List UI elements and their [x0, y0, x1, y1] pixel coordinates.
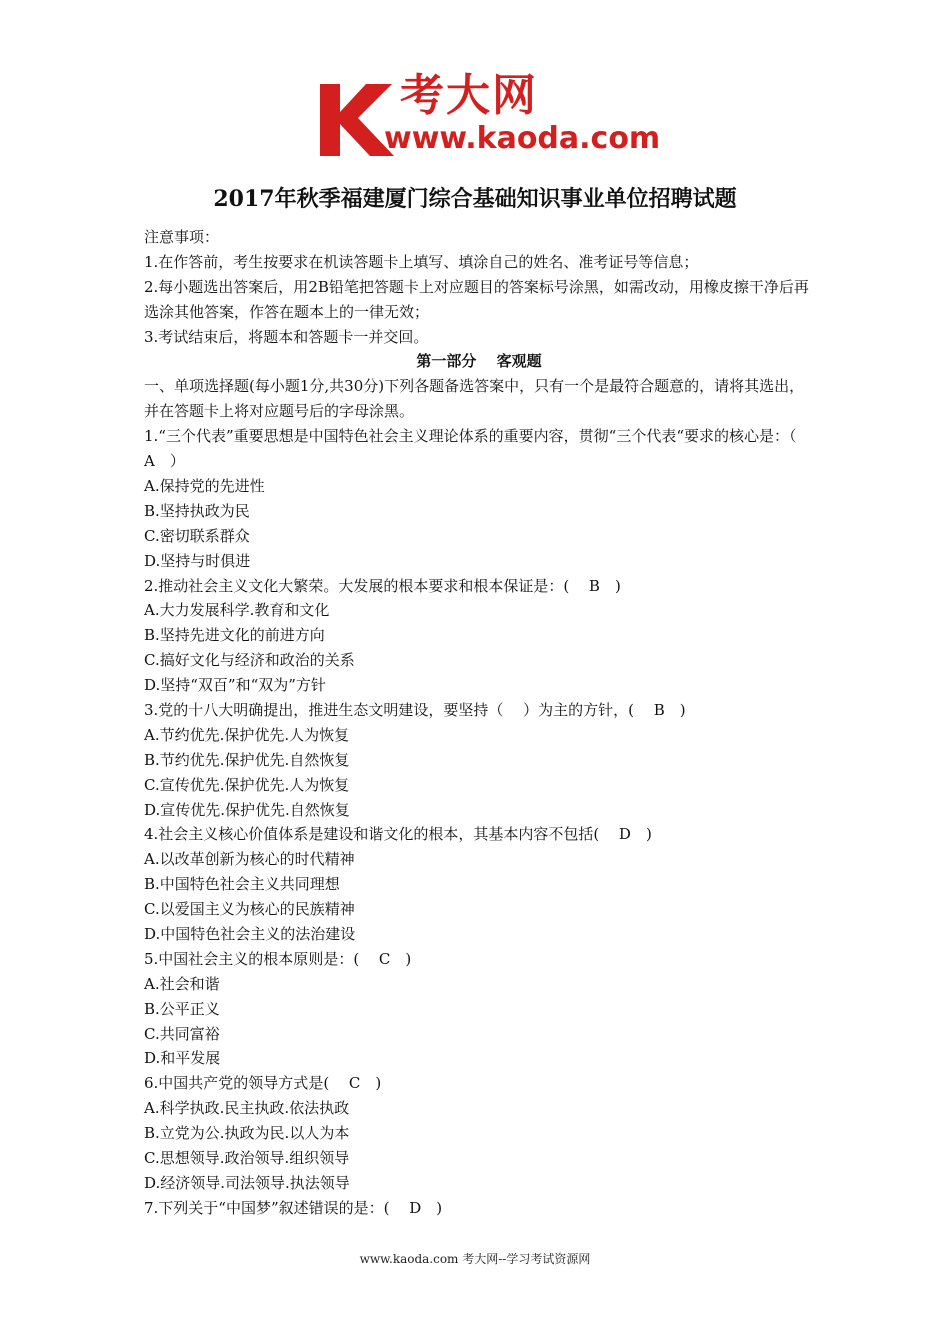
- question-stem: 6.中国共产党的领导方式是( C ): [144, 1074, 382, 1093]
- option: D.和平发展: [144, 1049, 221, 1068]
- option: D.中国特色社会主义的法治建设: [144, 925, 356, 944]
- option: A.以改革创新为核心的时代精神: [144, 850, 355, 869]
- option: D.宣传优先.保护优先.自然恢复: [144, 800, 350, 819]
- option: B.中国特色社会主义共同理想: [144, 875, 340, 894]
- question-stem: 2.推动社会主义文化大繁荣。大发展的根本要求和根本保证是：( B ): [144, 576, 621, 595]
- question-stem: 4.社会主义核心价值体系是建设和谐文化的根本，其基本内容不包括( D ): [144, 825, 652, 844]
- option: D.经济领导.司法领导.执法领导: [144, 1173, 350, 1192]
- option: D.坚持与时俱进: [144, 551, 251, 570]
- document-title: 2017年秋季福建厦门综合基础知识事业单位招聘试题: [213, 186, 737, 212]
- option: C.搞好文化与经济和政治的关系: [144, 651, 355, 670]
- option: C.思想领导.政治领导.组织领导: [144, 1149, 350, 1168]
- option: B.公平正义: [144, 999, 220, 1018]
- logo-url: www.kaoda.com: [384, 121, 661, 156]
- question-stem: 1.“三个代表”重要思想是中国特色社会主义理论体系的重要内容，贯彻“三个代表“要求的核心是：（ A ）: [144, 427, 817, 471]
- notice-item: 3.考试结束后，将题本和答题卡一并交回。: [144, 327, 429, 346]
- option: A.节约优先.保护优先.人为恢复: [144, 725, 350, 744]
- document-body: [144, 225, 817, 1221]
- instructions: 一、单项选择题(每小题1分,共30分)下列各题备选答案中，只有一个是最符合题意的，请将其选出，并在答题卡上将对应题号后的字母涂黑。: [144, 377, 805, 421]
- question-stem: 7.下列关于“中国梦”叙述错误的是：( D ): [144, 1198, 443, 1217]
- option: B.坚持执政为民: [144, 501, 250, 520]
- option: A.社会和谐: [144, 974, 220, 993]
- option: D.坚持“双百”和“双为”方针: [144, 676, 326, 695]
- page-footer: www.kaoda.com 考大网--学习考试资源网: [359, 1252, 591, 1266]
- option: C.以爱国主义为核心的民族精神: [144, 900, 355, 919]
- kaoda-logo: [318, 70, 661, 160]
- notice-heading: 注意事项：: [144, 228, 220, 246]
- option: C.宣传优先.保护优先.人为恢复: [144, 775, 350, 794]
- logo-name: 考大网: [400, 70, 538, 121]
- option: B.坚持先进文化的前进方向: [144, 626, 325, 645]
- notice-item: 2.每小题选出答案后，用2B铅笔把答题卡上对应题目的答案标号涂黑，如需改动，用橡皮擦干净后再选涂其他答案，作答在题本上的一律无效；: [144, 277, 809, 321]
- question-stem: 5.中国社会主义的根本原则是：( C ): [144, 949, 412, 968]
- option: B.立党为公.执政为民.以人为本: [144, 1124, 350, 1143]
- question-stem: 3.党的十八大明确提出，推进生态文明建设，要坚持（ ）为主的方针，( B ): [144, 701, 686, 720]
- option: A.大力发展科学.教育和文化: [144, 601, 330, 620]
- section-heading: 第一部分 客观题: [416, 352, 542, 371]
- option: B.节约优先.保护优先.自然恢复: [144, 750, 350, 769]
- option: A.保持党的先进性: [144, 477, 265, 495]
- option: A.科学执政.民主执政.依法执政: [144, 1099, 350, 1118]
- option: C.密切联系群众: [144, 526, 250, 545]
- option: C.共同富裕: [144, 1024, 220, 1043]
- notice-item: 1.在作答前，考生按要求在机读答题卡上填写、填涂自己的姓名、准考证号等信息；: [144, 252, 699, 271]
